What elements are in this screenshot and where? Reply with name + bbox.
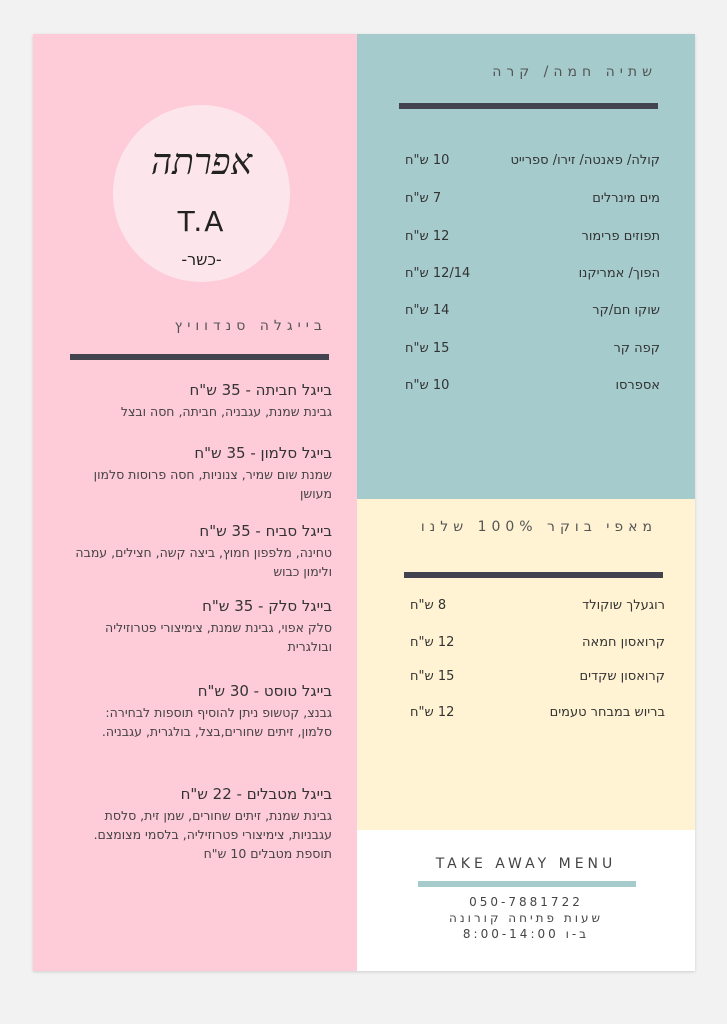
bagel-item xyxy=(70,381,332,421)
drink-price: 15 ש"ח xyxy=(405,341,450,356)
drink-name: תפוזים פרימור xyxy=(581,229,660,244)
pastries-divider xyxy=(404,572,663,578)
bagel-desc: גבינת שמנת, עגבניה, חביתה, חסה ובצל xyxy=(120,404,332,419)
bagel-title: בייגל חביתה - 35 ש"ח xyxy=(189,381,332,399)
pastry-price: 12 ש"ח xyxy=(410,705,455,720)
pastry-item xyxy=(385,635,665,655)
logo-name: אפרתה xyxy=(150,142,253,183)
logo xyxy=(113,105,290,282)
bagel-title: בייגל סלמון - 35 ש"ח xyxy=(194,444,332,462)
drink-name: הפוך/ אמריקנו xyxy=(578,266,660,281)
drink-price: 12 ש"ח xyxy=(405,229,450,244)
bagel-desc: שמנת שום שמיר, צנוניות, חסה פרוסות סלמון מעושן xyxy=(93,467,332,501)
pastries-heading: מאפי בוקר 100% שלנו xyxy=(420,519,657,535)
pastry-name: קרואסון שקדים xyxy=(579,669,665,684)
pastry-item xyxy=(385,669,665,689)
drink-item xyxy=(380,191,660,211)
bagel-item xyxy=(70,682,332,741)
pastry-name: רוגעלך שוקולד xyxy=(582,598,665,613)
hours-label: שעות פתיחה קורונה xyxy=(448,911,603,925)
bagel-desc: סלק אפוי, גבינת שמנת, צימיצורי פטרוזיליה ובולגרית xyxy=(105,620,332,654)
bagel-title: בייגל סביח - 35 ש"ח xyxy=(199,522,332,540)
drink-item xyxy=(380,153,660,173)
drink-item xyxy=(380,341,660,361)
opening-hours: ב-ו 8:00-14:00 xyxy=(462,927,590,941)
drink-name: מים מינרלים xyxy=(592,191,660,206)
drink-item xyxy=(380,229,660,249)
drink-name: קפה קר xyxy=(613,341,660,356)
logo-initials: T.A xyxy=(177,205,226,238)
bagel-item xyxy=(70,597,332,656)
pastry-price: 15 ש"ח xyxy=(410,669,455,684)
drink-price: 7 ש"ח xyxy=(405,191,442,206)
logo-kosher: -כשר- xyxy=(181,250,222,269)
bagel-title: בייגל טוסט - 30 ש"ח xyxy=(197,682,332,700)
drink-name: שוקו חם/קר xyxy=(592,303,660,318)
pastry-price: 12 ש"ח xyxy=(410,635,455,650)
pastries-panel xyxy=(357,499,695,830)
drink-price: 14 ש"ח xyxy=(405,303,450,318)
phone-number: 050-7881722 xyxy=(469,895,583,909)
bagel-desc: גבינת שמנת, זיתים שחורים, שמן זית, סלסת עגבניות, צימיצורי פטרוזיליה, בלסמי מצומצם. תוספת מטבלים 10 ש"ח xyxy=(93,808,332,861)
drink-item xyxy=(380,378,660,398)
bagel-item xyxy=(70,522,332,581)
drink-name: קולה/ פאנטה/ זירו/ ספרייט xyxy=(510,153,660,168)
drinks-heading: שתיה חמה/ קרה xyxy=(492,64,657,80)
bagels-heading: בייגלה סנדוויץ xyxy=(174,318,327,334)
drink-name: אספרסו xyxy=(615,378,660,393)
take-away-title: TAKE AWAY MENU xyxy=(435,856,617,872)
pastry-price: 8 ש"ח xyxy=(410,598,447,613)
drink-price: 12/14 ש"ח xyxy=(405,266,471,281)
bagel-item xyxy=(70,785,332,863)
bagel-item xyxy=(70,444,332,503)
drink-price: 10 ש"ח xyxy=(405,153,450,168)
bagel-title: בייגל מטבלים - 22 ש"ח xyxy=(180,785,332,803)
footer-divider xyxy=(418,881,636,887)
bagel-title: בייגל סלק - 35 ש"ח xyxy=(202,597,332,615)
drink-item xyxy=(380,266,660,286)
drinks-divider xyxy=(399,103,658,109)
bagels-divider xyxy=(70,354,329,360)
drink-item xyxy=(380,303,660,323)
pastry-item xyxy=(385,598,665,618)
pastry-name: בריוש במבחר טעמים xyxy=(549,705,665,720)
pastry-item xyxy=(385,705,665,725)
drink-price: 10 ש"ח xyxy=(405,378,450,393)
bagel-desc: גבנצ, קטשופ ניתן להוסיף תוספות לבחירה: סלמון, זיתים שחורים,בצל, בולגרית, עגבניה. xyxy=(101,705,332,739)
bagel-desc: טחינה, מלפפון חמוץ, ביצה קשה, חצילים, עמבה ולימון כבוש xyxy=(75,545,332,579)
pastry-name: קרואסון חמאה xyxy=(582,635,665,650)
